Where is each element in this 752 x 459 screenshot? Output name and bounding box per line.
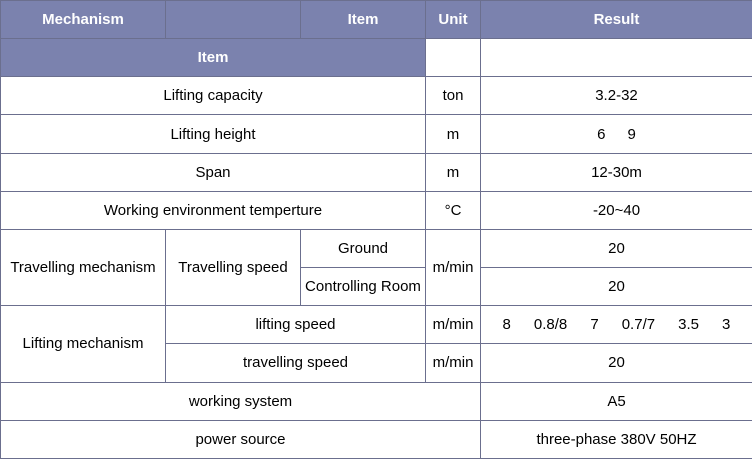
row-result-lifting-speed [481, 306, 752, 344]
row-label-lifting-height: Lifting height [1, 115, 426, 153]
row-unit-span: m [426, 153, 481, 191]
section-blank-unit [426, 39, 481, 77]
table-section-row [1, 39, 752, 77]
row-unit-lifting-capacity: ton [426, 77, 481, 115]
row-label-span: Span [1, 153, 426, 191]
row-mechanism-lifting: Lifting mechanism [1, 306, 166, 382]
column-header-result: Result [481, 1, 752, 39]
row-label-power-source: power source [1, 420, 481, 458]
table-row [1, 382, 752, 420]
row-item-lifting-travelling-speed: travelling speed [166, 344, 426, 382]
row-subitem-controlling-room: Controlling Room [301, 268, 426, 306]
row-unit-working-environment: °C [426, 191, 481, 229]
row-result-working-environment: -20~40 [481, 191, 752, 229]
row-result-travelling-controlling-room: 20 [481, 268, 752, 306]
row-mechanism-travelling: Travelling mechanism [1, 229, 166, 305]
row-unit-travelling-speed: m/min [426, 229, 481, 305]
row-result-lifting-capacity: 3.2-32 [481, 77, 752, 115]
lifting-height-value-b: 9 [627, 125, 636, 143]
table-row [1, 153, 752, 191]
row-result-lifting-travelling-speed: 20 [481, 344, 752, 382]
row-result-lifting-height [481, 115, 752, 153]
row-result-travelling-ground: 20 [481, 229, 752, 267]
row-result-power-source: three-phase 380V 50HZ [481, 420, 752, 458]
row-label-lifting-capacity: Lifting capacity [1, 77, 426, 115]
row-label-working-environment: Working environment temperture [1, 191, 426, 229]
lifting-speed-value-0: 8 [502, 316, 511, 334]
row-label-working-system: working system [1, 382, 481, 420]
column-header-blank [166, 1, 301, 39]
lifting-speed-value-3: 0.7/7 [621, 316, 656, 334]
lifting-height-value-a: 6 [597, 125, 606, 143]
table-row [1, 115, 752, 153]
lifting-speed-value-4: 3.5 [678, 316, 699, 334]
section-title-item: Item [1, 39, 426, 77]
column-header-item: Item [301, 1, 426, 39]
table-row [1, 191, 752, 229]
table-row [1, 420, 752, 458]
lifting-speed-value-1: 0.8/8 [533, 316, 568, 334]
row-result-span: 12-30m [481, 153, 752, 191]
row-unit-lifting-height: m [426, 115, 481, 153]
table-header-row [1, 1, 752, 39]
lifting-speed-value-2: 7 [590, 316, 599, 334]
row-item-lifting-speed: lifting speed [166, 306, 426, 344]
row-item-travelling-speed: Travelling speed [166, 229, 301, 305]
table-row [1, 229, 752, 267]
row-unit-lifting-travelling-speed: m/min [426, 344, 481, 382]
row-unit-lifting-speed: m/min [426, 306, 481, 344]
column-header-mechanism: Mechanism [1, 1, 166, 39]
section-blank-result [481, 39, 752, 77]
row-subitem-ground: Ground [301, 229, 426, 267]
table-row [1, 306, 752, 344]
lifting-speed-value-5: 3 [722, 316, 731, 334]
row-result-working-system: A5 [481, 382, 752, 420]
table-row [1, 77, 752, 115]
column-header-unit: Unit [426, 1, 481, 39]
